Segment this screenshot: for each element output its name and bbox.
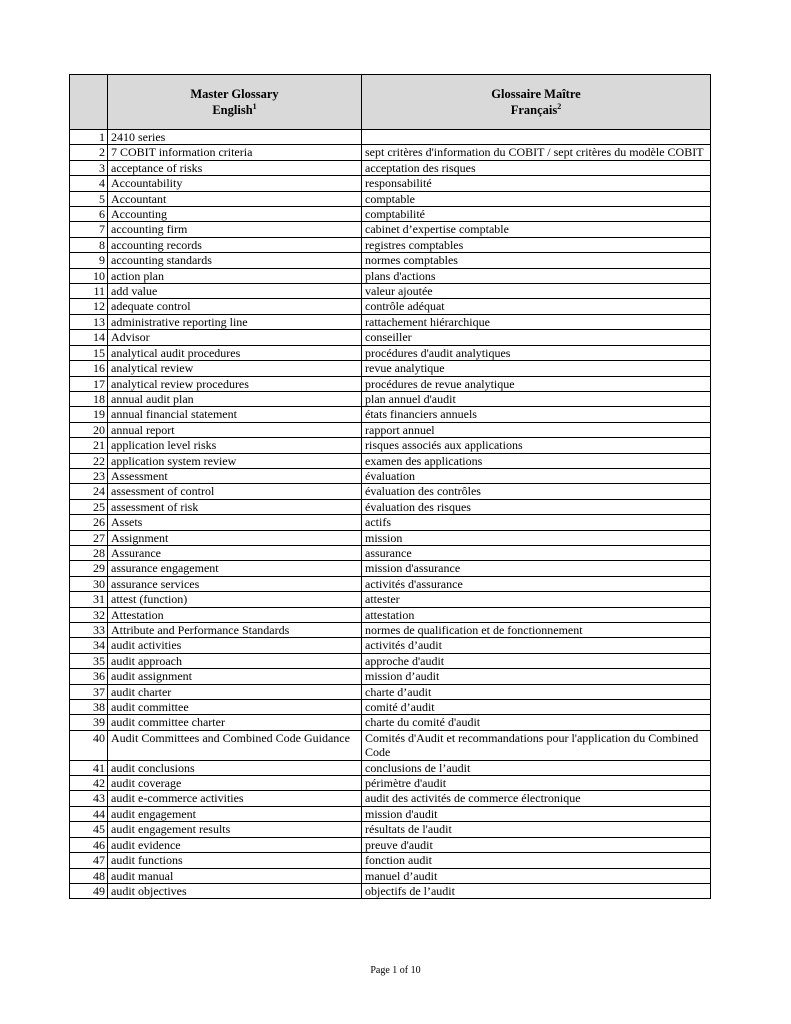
english-term: assurance engagement: [108, 561, 362, 576]
table-row: [70, 299, 711, 314]
french-term: conclusions de l’audit: [362, 760, 711, 775]
number-column-header: [70, 75, 108, 130]
table-row: [70, 669, 711, 684]
french-term: plans d'actions: [362, 268, 711, 283]
header-row: [70, 75, 711, 130]
row-number: 18: [70, 391, 108, 406]
row-number: 4: [70, 176, 108, 191]
table-row: [70, 145, 711, 160]
row-number: 16: [70, 361, 108, 376]
french-term: revue analytique: [362, 361, 711, 376]
french-term: activités d’audit: [362, 638, 711, 653]
row-number: 44: [70, 806, 108, 821]
french-term: normes comptables: [362, 253, 711, 268]
table-row: [70, 868, 711, 883]
row-number: 12: [70, 299, 108, 314]
english-term: action plan: [108, 268, 362, 283]
row-number: 19: [70, 407, 108, 422]
english-term: Assets: [108, 515, 362, 530]
row-number: 43: [70, 791, 108, 806]
english-term: accounting firm: [108, 222, 362, 237]
row-number: 6: [70, 207, 108, 222]
french-term: acceptation des risques: [362, 160, 711, 175]
french-term: procédures d'audit analytiques: [362, 345, 711, 360]
french-header-language: [365, 102, 707, 118]
french-term: plan annuel d'audit: [362, 391, 711, 406]
table-row: [70, 730, 711, 760]
table-row: [70, 499, 711, 514]
french-header-title: Glossaire Maître: [491, 87, 581, 101]
table-row: [70, 623, 711, 638]
english-term: application system review: [108, 453, 362, 468]
row-number: 25: [70, 499, 108, 514]
row-number: 2: [70, 145, 108, 160]
row-number: 13: [70, 314, 108, 329]
french-term: attester: [362, 592, 711, 607]
english-term: Assignment: [108, 530, 362, 545]
french-term: activités d'assurance: [362, 576, 711, 591]
french-term: charte du comité d'audit: [362, 715, 711, 730]
row-number: 27: [70, 530, 108, 545]
english-term: audit manual: [108, 868, 362, 883]
french-term: actifs: [362, 515, 711, 530]
table-row: [70, 592, 711, 607]
french-term: responsabilité: [362, 176, 711, 191]
table-row: [70, 222, 711, 237]
english-term: analytical audit procedures: [108, 345, 362, 360]
glossary-table: [69, 74, 711, 899]
row-number: 48: [70, 868, 108, 883]
table-row: [70, 576, 711, 591]
table-row: [70, 530, 711, 545]
english-term: annual audit plan: [108, 391, 362, 406]
table-row: [70, 253, 711, 268]
english-term: adequate control: [108, 299, 362, 314]
english-term: assessment of risk: [108, 499, 362, 514]
row-number: 17: [70, 376, 108, 391]
row-number: 5: [70, 191, 108, 206]
table-row: [70, 715, 711, 730]
french-term: examen des applications: [362, 453, 711, 468]
french-term: registres comptables: [362, 237, 711, 252]
row-number: 35: [70, 653, 108, 668]
english-term: Assessment: [108, 468, 362, 483]
french-footnote-marker: 2: [557, 101, 562, 111]
french-term: états financiers annuels: [362, 407, 711, 422]
french-term: comptabilité: [362, 207, 711, 222]
french-term: [362, 130, 711, 145]
row-number: 21: [70, 438, 108, 453]
french-term: approche d'audit: [362, 653, 711, 668]
french-term: audit des activités de commerce électronique: [362, 791, 711, 806]
english-term: analytical review procedures: [108, 376, 362, 391]
english-term: audit approach: [108, 653, 362, 668]
row-number: 8: [70, 237, 108, 252]
table-row: [70, 837, 711, 852]
row-number: 49: [70, 883, 108, 898]
french-term: manuel d’audit: [362, 868, 711, 883]
english-term: analytical review: [108, 361, 362, 376]
french-term: mission d'assurance: [362, 561, 711, 576]
table-row: [70, 684, 711, 699]
row-number: 36: [70, 669, 108, 684]
french-term: preuve d'audit: [362, 837, 711, 852]
french-term: conseiller: [362, 330, 711, 345]
row-number: 7: [70, 222, 108, 237]
table-row: [70, 700, 711, 715]
english-term: 2410 series: [108, 130, 362, 145]
french-term: procédures de revue analytique: [362, 376, 711, 391]
table-row: [70, 638, 711, 653]
french-term: rattachement hiérarchique: [362, 314, 711, 329]
table-row: [70, 561, 711, 576]
table-row: [70, 237, 711, 252]
row-number: 9: [70, 253, 108, 268]
table-row: [70, 284, 711, 299]
table-row: [70, 515, 711, 530]
french-term: Comités d'Audit et recommandations pour l'application du Combined Code: [362, 730, 711, 760]
table-row: [70, 422, 711, 437]
english-language-label: English: [212, 103, 253, 117]
french-term: résultats de l'audit: [362, 822, 711, 837]
english-term: assurance services: [108, 576, 362, 591]
table-row: [70, 806, 711, 821]
french-term: mission: [362, 530, 711, 545]
english-term: Audit Committees and Combined Code Guidance: [108, 730, 362, 760]
french-column-header: [362, 75, 711, 130]
english-header-title: Master Glossary: [190, 87, 279, 101]
french-term: objectifs de l’audit: [362, 883, 711, 898]
row-number: 40: [70, 730, 108, 760]
row-number: 15: [70, 345, 108, 360]
row-number: 20: [70, 422, 108, 437]
row-number: 33: [70, 623, 108, 638]
page-footer: Page 1 of 10: [370, 965, 421, 976]
row-number: 23: [70, 468, 108, 483]
french-term: sept critères d'information du COBIT / sept critères du modèle COBIT: [362, 145, 711, 160]
row-number: 47: [70, 853, 108, 868]
english-term: audit committee charter: [108, 715, 362, 730]
table-row: [70, 776, 711, 791]
french-term: comité d’audit: [362, 700, 711, 715]
row-number: 14: [70, 330, 108, 345]
row-number: 11: [70, 284, 108, 299]
glossary-body: [70, 130, 711, 899]
english-term: Accounting: [108, 207, 362, 222]
table-row: [70, 314, 711, 329]
english-term: Attribute and Performance Standards: [108, 623, 362, 638]
glossary-header: [70, 75, 711, 130]
row-number: 34: [70, 638, 108, 653]
row-number: 39: [70, 715, 108, 730]
table-row: [70, 607, 711, 622]
french-term: cabinet d’expertise comptable: [362, 222, 711, 237]
table-row: [70, 822, 711, 837]
table-row: [70, 391, 711, 406]
english-term: audit objectives: [108, 883, 362, 898]
french-term: fonction audit: [362, 853, 711, 868]
table-row: [70, 407, 711, 422]
english-term: annual report: [108, 422, 362, 437]
english-term: attest (function): [108, 592, 362, 607]
row-number: 22: [70, 453, 108, 468]
table-row: [70, 438, 711, 453]
english-term: audit engagement: [108, 806, 362, 821]
row-number: 45: [70, 822, 108, 837]
french-term: évaluation: [362, 468, 711, 483]
english-term: audit activities: [108, 638, 362, 653]
english-term: Accountability: [108, 176, 362, 191]
table-row: [70, 468, 711, 483]
row-number: 29: [70, 561, 108, 576]
french-term: évaluation des contrôles: [362, 484, 711, 499]
french-term: assurance: [362, 545, 711, 560]
french-term: normes de qualification et de fonctionnement: [362, 623, 711, 638]
french-term: évaluation des risques: [362, 499, 711, 514]
english-term: audit functions: [108, 853, 362, 868]
table-row: [70, 345, 711, 360]
row-number: 10: [70, 268, 108, 283]
table-row: [70, 484, 711, 499]
french-term: rapport annuel: [362, 422, 711, 437]
table-row: [70, 453, 711, 468]
row-number: 42: [70, 776, 108, 791]
table-row: [70, 176, 711, 191]
english-term: Attestation: [108, 607, 362, 622]
english-column-header: [108, 75, 362, 130]
french-term: mission d'audit: [362, 806, 711, 821]
english-term: audit conclusions: [108, 760, 362, 775]
table-row: [70, 130, 711, 145]
table-row: [70, 207, 711, 222]
english-term: audit evidence: [108, 837, 362, 852]
french-term: attestation: [362, 607, 711, 622]
table-row: [70, 853, 711, 868]
row-number: 24: [70, 484, 108, 499]
english-term: annual financial statement: [108, 407, 362, 422]
english-term: administrative reporting line: [108, 314, 362, 329]
row-number: 30: [70, 576, 108, 591]
row-number: 3: [70, 160, 108, 175]
table-row: [70, 545, 711, 560]
english-term: audit charter: [108, 684, 362, 699]
row-number: 31: [70, 592, 108, 607]
row-number: 46: [70, 837, 108, 852]
english-term: Advisor: [108, 330, 362, 345]
english-term: accounting standards: [108, 253, 362, 268]
english-term: Assurance: [108, 545, 362, 560]
row-number: 28: [70, 545, 108, 560]
row-number: 37: [70, 684, 108, 699]
english-term: audit committee: [108, 700, 362, 715]
table-row: [70, 330, 711, 345]
english-term: accounting records: [108, 237, 362, 252]
english-term: add value: [108, 284, 362, 299]
french-term: mission d’audit: [362, 669, 711, 684]
english-term: 7 COBIT information criteria: [108, 145, 362, 160]
table-row: [70, 791, 711, 806]
french-term: comptable: [362, 191, 711, 206]
table-row: [70, 361, 711, 376]
table-row: [70, 760, 711, 775]
french-language-label: Français: [510, 103, 558, 117]
table-row: [70, 883, 711, 898]
french-term: risques associés aux applications: [362, 438, 711, 453]
row-number: 41: [70, 760, 108, 775]
table-row: [70, 653, 711, 668]
english-term: application level risks: [108, 438, 362, 453]
row-number: 32: [70, 607, 108, 622]
english-term: acceptance of risks: [108, 160, 362, 175]
english-term: audit coverage: [108, 776, 362, 791]
english-term: audit e-commerce activities: [108, 791, 362, 806]
french-term: périmètre d'audit: [362, 776, 711, 791]
french-term: charte d’audit: [362, 684, 711, 699]
table-row: [70, 160, 711, 175]
english-header-language: [111, 102, 358, 118]
row-number: 1: [70, 130, 108, 145]
english-term: audit engagement results: [108, 822, 362, 837]
french-term: contrôle adéquat: [362, 299, 711, 314]
row-number: 26: [70, 515, 108, 530]
table-row: [70, 191, 711, 206]
row-number: 38: [70, 700, 108, 715]
english-footnote-marker: 1: [252, 101, 257, 111]
english-term: audit assignment: [108, 669, 362, 684]
table-row: [70, 268, 711, 283]
english-term: assessment of control: [108, 484, 362, 499]
english-term: Accountant: [108, 191, 362, 206]
french-term: valeur ajoutée: [362, 284, 711, 299]
table-row: [70, 376, 711, 391]
